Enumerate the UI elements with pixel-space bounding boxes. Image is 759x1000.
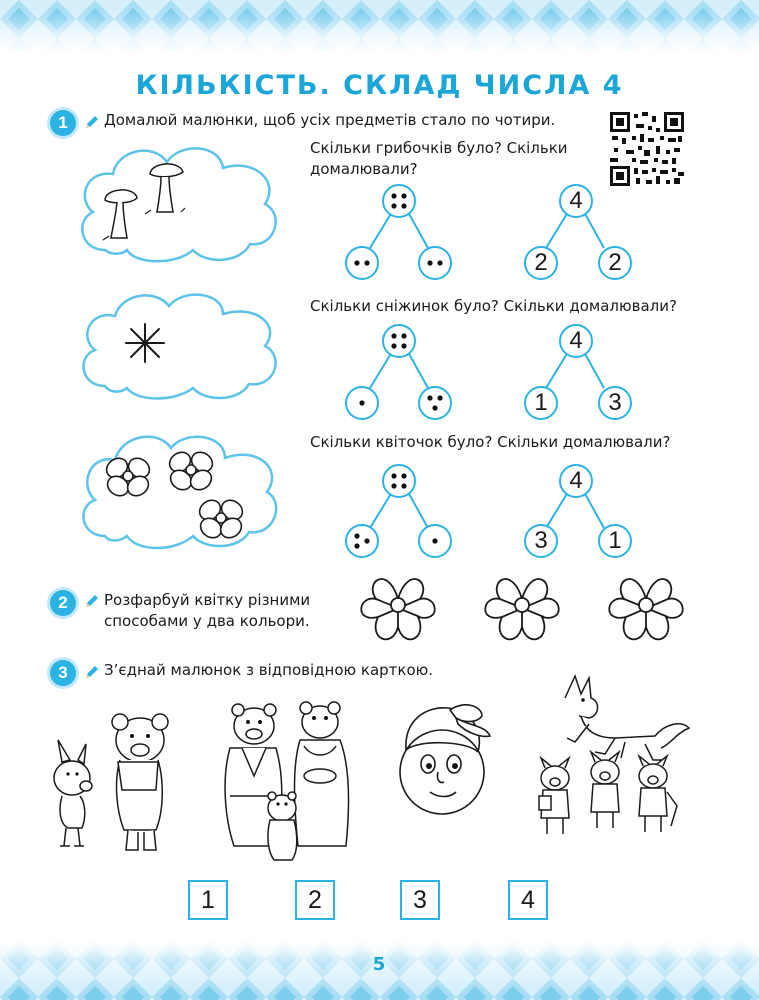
number-circle-top: 4: [559, 464, 593, 498]
flower-coloring-icon: [361, 579, 435, 639]
question-mushrooms-line-1: Скільки грибочків було? Скільки: [310, 139, 568, 157]
dot-circle-left: [345, 524, 379, 558]
dot-circle-right: [418, 246, 452, 280]
answer-card-3[interactable]: 3: [400, 880, 440, 920]
dot-circle-top: [382, 324, 416, 358]
number-circle-right: 1: [598, 524, 632, 558]
task-number-2: 2: [50, 590, 76, 616]
dot-circle-left: [345, 246, 379, 280]
question-snowflakes: Скільки сніжинок було? Скільки домалювали?: [310, 297, 677, 315]
number-circle-top: 4: [559, 324, 593, 358]
page-title: КІЛЬКІСТЬ. СКЛАД ЧИСЛА 4: [135, 70, 624, 101]
three-bears-illustration: [212, 696, 362, 866]
dots-1-icon: [357, 398, 367, 408]
dot-circle-right: [418, 524, 452, 558]
task-1-instruction: Домалюй малюнки, щоб усіх предметів стало по чотири.: [104, 111, 556, 129]
task-2-instruction: [104, 590, 310, 632]
wolf-and-three-pigs-illustration: [525, 668, 705, 848]
answer-card-1[interactable]: 1: [188, 880, 228, 920]
dots-3-icon: [352, 531, 372, 551]
piglet-and-bear-illustration: [40, 700, 180, 860]
kolobok-illustration: [386, 700, 496, 830]
flower-coloring-icon: [609, 579, 683, 639]
dots-4-icon: [389, 471, 409, 491]
dots-4-icon: [389, 191, 409, 211]
page-number: 5: [372, 954, 386, 975]
dot-circle-top: [382, 184, 416, 218]
answer-card-4[interactable]: 4: [508, 880, 548, 920]
task-2-line-2: способами у два кольори.: [104, 612, 310, 630]
question-mushrooms-line-2: домалювали?: [310, 160, 418, 178]
dots-4-icon: [389, 331, 409, 351]
flower-coloring-icon: [485, 579, 559, 639]
answer-card-2[interactable]: 2: [295, 880, 335, 920]
dots-3-icon: [425, 393, 445, 413]
dot-circle-right: [418, 386, 452, 420]
dot-circle-top: [382, 464, 416, 498]
pencil-icon: [84, 664, 100, 680]
task-number-3: 3: [50, 660, 76, 686]
dots-2-icon: [425, 258, 445, 268]
task-number-1: 1: [50, 110, 76, 136]
dot-circle-left: [345, 386, 379, 420]
dots-2-icon: [352, 258, 372, 268]
number-circle-right: 3: [598, 386, 632, 420]
number-circle-left: 2: [524, 246, 558, 280]
number-circle-left: 3: [524, 524, 558, 558]
question-flowers: Скільки квіточок було? Скільки домалювали?: [310, 433, 671, 451]
number-circle-left: 1: [524, 386, 558, 420]
task-2-line-1: Розфарбуй квітку різними: [104, 591, 311, 609]
number-circle-right: 2: [598, 246, 632, 280]
pencil-icon: [84, 593, 100, 609]
dots-1-icon: [430, 536, 440, 546]
number-circle-top: 4: [559, 184, 593, 218]
task-3-instruction: З’єднай малюнок з відповідною карткою.: [104, 661, 434, 679]
coloring-flowers: [352, 560, 752, 650]
